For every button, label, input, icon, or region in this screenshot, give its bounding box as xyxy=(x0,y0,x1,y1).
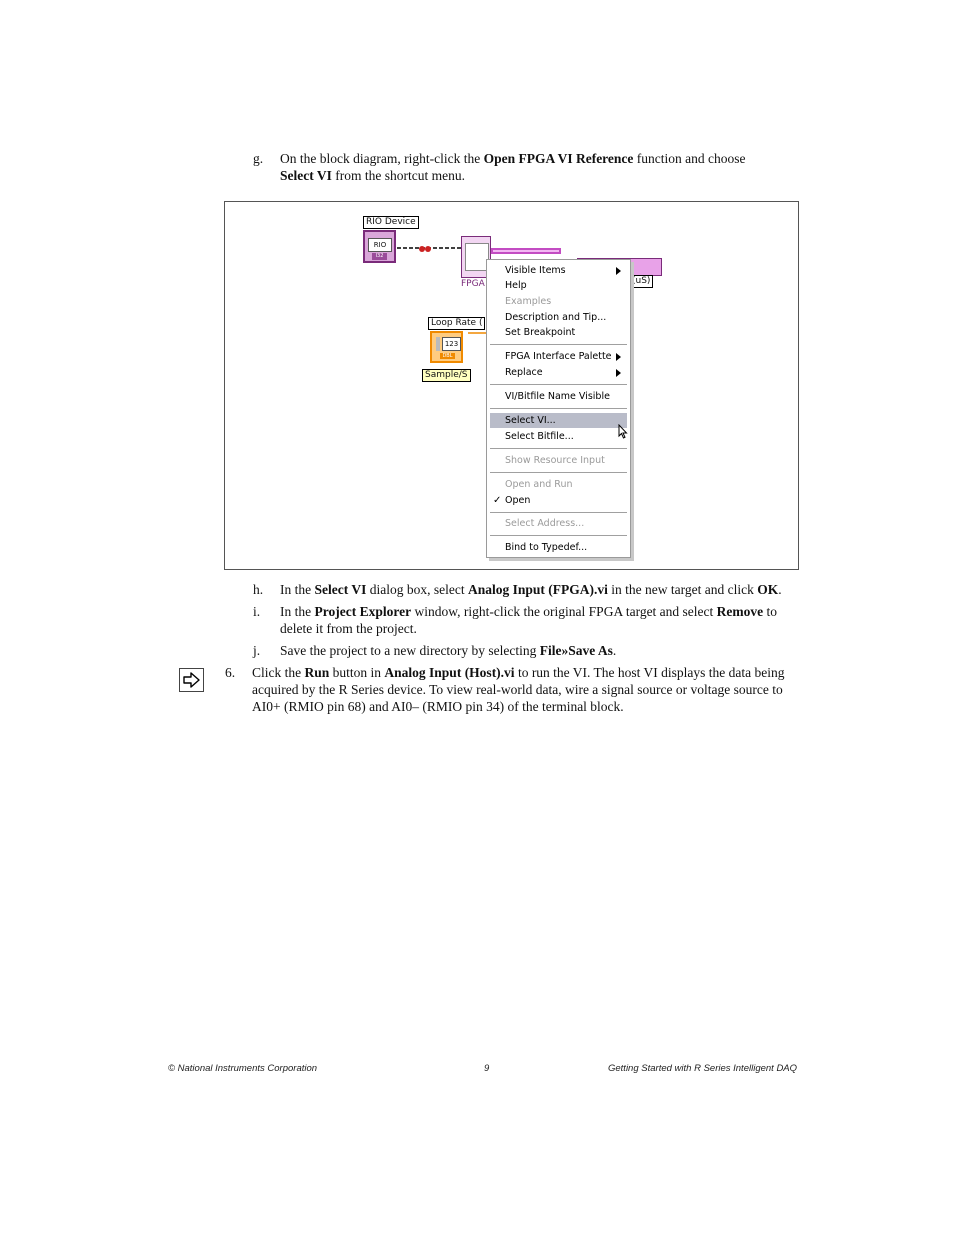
submenu-arrow-icon xyxy=(616,267,621,275)
numeric-increment-icon xyxy=(436,337,440,351)
rio-device-label: RIO Device xyxy=(363,216,419,229)
menu-item-visible-items[interactable]: Visible Items xyxy=(490,263,627,278)
step-i: i. In the Project Explorer window, right-click the original FPGA target and select Remove to delete it from the project. xyxy=(253,604,778,636)
menu-item-fpga-interface-palette[interactable]: FPGA Interface Palette xyxy=(490,349,627,364)
menu-separator xyxy=(490,384,627,385)
step-j-label: j. xyxy=(253,643,261,658)
menu-separator xyxy=(490,408,627,409)
select-vi-term: Select VI xyxy=(280,168,332,183)
menu-separator xyxy=(490,448,627,449)
footer-document-title: Getting Started with R Series Intelligent DAQ xyxy=(608,1063,798,1074)
menu-separator xyxy=(490,535,627,536)
step-6-label: 6. xyxy=(225,665,236,680)
menu-separator xyxy=(490,344,627,345)
loop-rate-control[interactable] xyxy=(430,331,463,363)
step-h: h. In the Select VI dialog box, select Analog Input (FPGA).vi in the new target and click OK. xyxy=(253,582,782,597)
menu-item-select-address: Select Address... xyxy=(505,518,585,529)
step-h-label: h. xyxy=(253,582,264,597)
menu-item-description-and-tip[interactable]: Description and Tip... xyxy=(505,312,607,323)
menu-item-select-vi[interactable]: Select VI... xyxy=(490,413,627,428)
menu-item-open[interactable]: ✓ Open xyxy=(493,495,531,506)
menu-item-vi-bitfile-name-visible[interactable]: VI/Bitfile Name Visible xyxy=(505,391,610,402)
checkmark-icon: ✓ xyxy=(493,495,502,506)
mouse-pointer-icon xyxy=(618,424,628,439)
loop-rate-label: Loop Rate ( xyxy=(428,317,485,330)
menu-item-help[interactable]: Help xyxy=(505,280,527,291)
menu-item-select-bitfile[interactable]: Select Bitfile... xyxy=(505,431,574,442)
footer-page-number: 9 xyxy=(484,1063,490,1074)
step-g-label: g. xyxy=(253,151,264,166)
menu-item-bind-to-typedef[interactable]: Bind to Typedef... xyxy=(505,542,588,553)
menu-item-show-resource-input: Show Resource Input xyxy=(505,455,605,466)
menu-item-examples: Examples xyxy=(505,296,552,307)
step-g: g. On the block diagram, right-click the Open FPGA VI Reference function and choose Select VI from the shortcut menu. xyxy=(253,151,746,183)
shortcut-menu xyxy=(486,259,631,558)
menu-separator xyxy=(490,472,627,473)
dbl-tag: DBL xyxy=(440,353,455,359)
submenu-arrow-icon xyxy=(616,369,621,377)
menu-item-open-and-run: Open and Run xyxy=(505,479,573,490)
i32-tag: I32 xyxy=(372,253,387,260)
rio-constant-value: RIO xyxy=(368,238,392,252)
fpga-label: FPGA xyxy=(461,279,485,289)
open-fpga-vi-reference-term: Open FPGA VI Reference xyxy=(483,151,634,166)
sample-label: Sample/S xyxy=(422,369,471,382)
step-j: j. Save the project to a new directory by selecting File»Save As. xyxy=(253,643,617,658)
step-i-label: i. xyxy=(253,604,261,619)
numeric-value: 123 xyxy=(442,337,461,351)
menu-item-set-breakpoint[interactable]: Set Breakpoint xyxy=(505,327,576,338)
menu-separator xyxy=(490,512,627,513)
arrow-right-icon xyxy=(179,668,204,692)
footer-copyright: © National Instruments Corporation xyxy=(168,1063,318,1074)
us-label: (uS) xyxy=(629,275,653,288)
submenu-arrow-icon xyxy=(616,353,621,361)
block-diagram-figure xyxy=(224,201,799,570)
menu-item-replace[interactable]: Replace xyxy=(490,365,627,380)
fpga-reference-wire-node xyxy=(491,248,561,254)
step-6: 6. Click the Run button in Analog Input (Host).vi to run the VI. The host VI displays the data being acquired by the R Series device. To view real-world data, wire a signal source or voltage source to AI0+ (RMIO pin 68) and AI0– (RMIO pin 34) of the terminal block. xyxy=(225,665,785,714)
